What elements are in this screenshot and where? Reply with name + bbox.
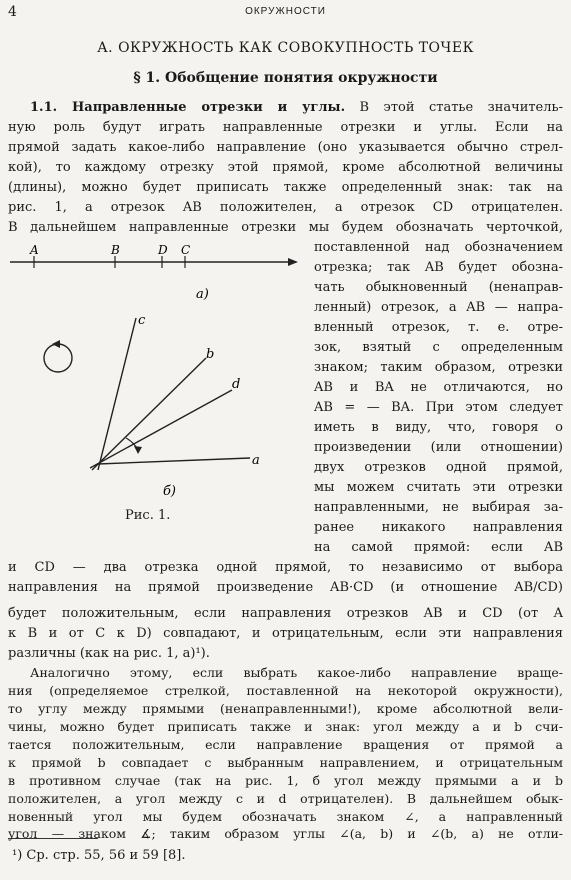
paragraph-line: AB = — BA. При этом следует [314,400,563,415]
line-label: c [138,313,146,328]
paragraph-line: то углу между прямыми (ненаправленными!), кроме абсолютной вели- [8,701,563,716]
angle-arrow-icon [134,446,142,454]
point-label: B [111,243,120,257]
paragraph-line: направления на прямой произведение AB·CD (и отношение AB/CD) [8,580,563,595]
point-label: D [158,243,168,257]
paragraph-line: кой), то каждому отрезку этой прямой, кроме абсолютной величины [8,160,563,175]
point-label: C [181,243,191,257]
paragraph-line: к B и от C к D) совпадают, и отрицательным, если эти направления [8,626,563,641]
line-c [98,318,136,470]
paragraph-line: новенный угол мы будем обозначать знаком ∠, а направленный [8,809,563,824]
paragraph-line: (длины), можно будет приписать также определенный знак: так на [8,180,563,195]
paragraph-line: тается положительным, если направление вращения от прямой a [8,737,563,752]
running-title: ОКРУЖНОСТИ [245,6,326,17]
arrow-head-icon [288,258,298,266]
paragraph-line: Аналогично этому, если выбрать какое-либо направление враще- [30,665,563,680]
paragraph-line: ленный) отрезок, а AB — напра- [314,300,563,315]
paragraph-line: В дальнейшем направленные отрезки мы будем обозначать черточкой, [8,220,563,235]
paragraph-line: произведении (или отношении) [314,440,563,455]
paragraph-line: рис. 1, а отрезок AB положителен, а отрезок CD отрицателен. [8,200,563,215]
page-number: 4 [8,4,17,20]
point-label: A [30,243,39,257]
paragraph-line: отрезка; так AB будет обозна- [314,260,563,275]
paragraph-line: различны (как на рис. 1, а)¹). [8,646,210,661]
paragraph-text: В этой статье значитель- [345,100,563,115]
page-header [0,4,571,20]
paragraph-line: прямой задать какое-либо направление (оно указывается обычно стрел- [8,140,563,155]
paragraph-line: вленный отрезок, т. е. отре- [314,320,563,335]
part-label: а) [196,287,209,302]
paragraph-line: ную роль будут играть направленные отрезки и углы. Если на [8,120,563,135]
footnote: ¹) Ср. стр. 55, 56 и 59 [8]. [12,848,186,863]
paragraph-line: на самой прямой: если AB [314,540,563,555]
paragraph-line: ранее никакого направления [314,520,563,535]
rotation-arrow-icon [52,340,60,348]
paragraph-line: к прямой b совпадает с выбранным направлением, и отрицательным [8,755,563,770]
paragraph-line: положителен, а угол между c и d отрицателен). В дальнейшем обык- [8,791,563,806]
paragraph-line: ния (определяемое стрелкой, поставленной на некоторой окружности), [8,683,563,698]
paragraph-line: поставленной над обозначением [314,240,563,255]
paragraph-line: двух отрезков одной прямой, [314,460,563,475]
paragraph-line: в противном случае (так на рис. 1, б угол между прямыми a и b [8,773,563,788]
paragraph-line: чать обыкновенный (ненаправ- [314,280,563,295]
section-title: § 1. Обобщение понятия окружности [133,70,438,86]
line-label: a [252,453,260,468]
figure-1 [0,232,310,532]
figure-caption: Рис. 1. [125,508,171,523]
paragraph-line [30,99,563,117]
line-label: d [232,377,241,392]
paragraph-line: зок, взятый с определенным [314,340,563,355]
paragraph-line: иметь в виду, что, говоря о [314,420,563,435]
subsection-lead: 1.1. Направленные отрезки и углы. [30,100,346,115]
chapter-title: А. ОКРУЖНОСТЬ КАК СОВОКУПНОСТЬ ТОЧЕК [97,40,474,56]
footnote-rule [8,838,98,839]
paragraph-line: и CD — два отрезка одной прямой, то независимо от выбора [8,560,563,575]
paragraph-line: мы можем считать эти отрезки [314,480,563,495]
line-label: b [206,347,215,362]
paragraph-line: угол — знаком ∡; таким образом углы ∠(a, b) и ∠(b, a) не отли- [8,826,563,841]
part-label: б) [163,484,177,499]
line-a [98,458,250,464]
paragraph-line: знаком; таким образом, отрезки [314,360,563,375]
paragraph-line: чины, можно будет приписать также и знак: угол между a и b счи- [8,719,563,734]
paragraph-line: будет положительным, если направления отрезков AB и CD (от A [8,606,563,621]
paragraph-line: AB и BA не отличаются, но [314,380,563,395]
rotation-circle [44,344,72,372]
paragraph-line: направленными, не выбирая за- [314,500,563,515]
